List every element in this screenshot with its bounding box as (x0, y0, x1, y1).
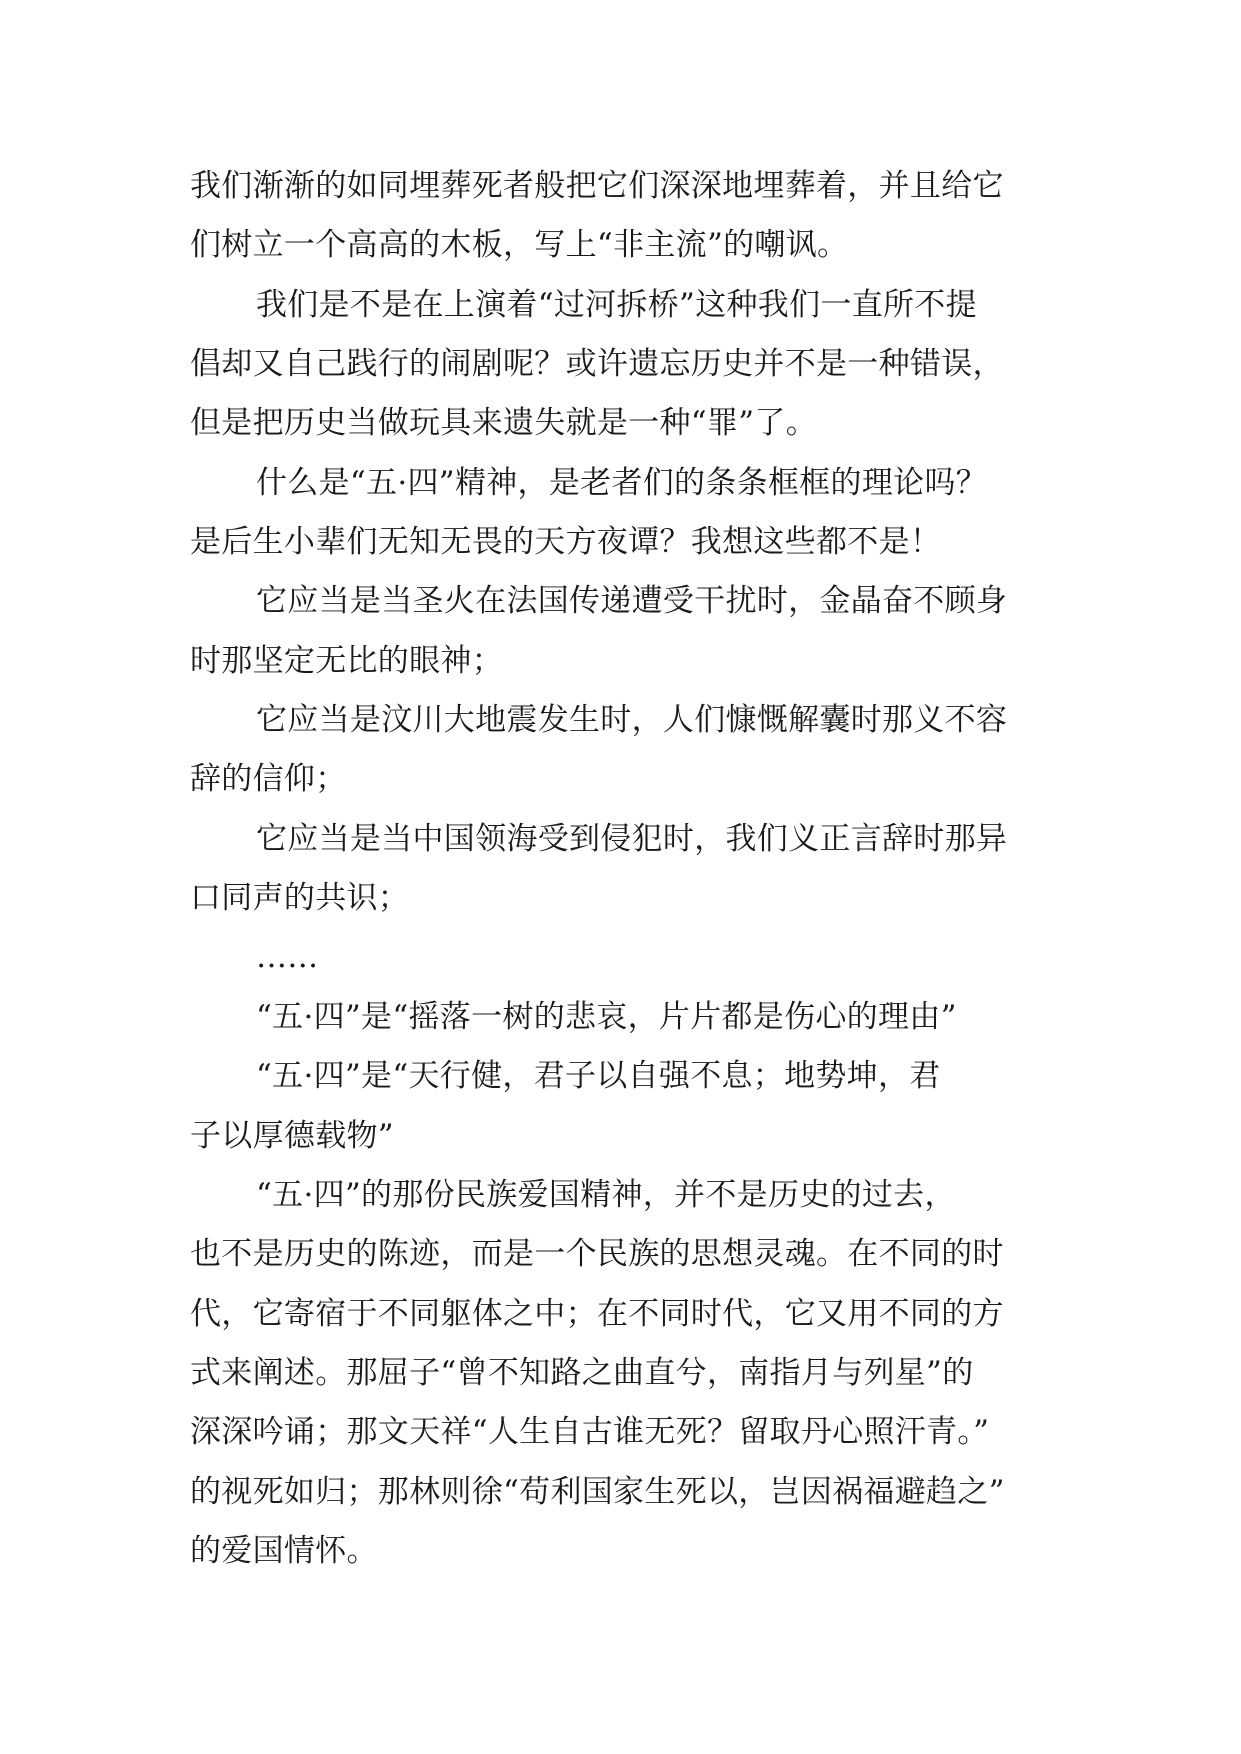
text-line: 什么是“五·四”精神，是老者们的条条框框的理论吗？ (256, 464, 988, 501)
text-line: 口同声的共识； (190, 880, 410, 917)
text-line: 但是把历史当做玩具来遗失就是一种“罪”了。 (190, 405, 817, 442)
text-line: “五·四”是“天行健，君子以自强不息；地势坤，君 (256, 1058, 941, 1095)
text-line: 也不是历史的陈迹，而是一个民族的思想灵魂。在不同的时 (190, 1236, 1004, 1273)
text-line: 代，它寄宿于不同躯体之中；在不同时代，它又用不同的方 (190, 1295, 1004, 1332)
text-line: 的爱国情怀。 (190, 1532, 378, 1569)
text-line: 我们是不是在上演着“过河拆桥”这种我们一直所不提 (256, 286, 977, 323)
text-line: 它应当是汶川大地震发生时，人们慷慨解囊时那义不容 (256, 702, 1008, 739)
text-line: 我们渐渐的如同埋葬死者般把它们深深地埋葬着，并且给它 (190, 168, 1004, 204)
text-line: 式来阐述。那屈子“曾不知路之曲直兮，南指月与列星”的 (190, 1354, 974, 1391)
text-line: 的视死如归；那林则徐“苟利国家生死以，岂因祸福避趋之” (190, 1473, 1005, 1510)
text-line: 是后生小辈们无知无畏的天方夜谭？我想这些都不是！ (190, 524, 942, 561)
text-line: 它应当是当圣火在法国传递遭受干扰时，金晶奋不顾身 (256, 583, 1008, 620)
text-line: 子以厚德载物” (190, 1117, 394, 1154)
text-line: …… (256, 939, 319, 976)
text-line: 深深吟诵；那文天祥“人生自古谁无死？留取丹心照汗青。” (190, 1414, 990, 1451)
text-line: 辞的信仰； (190, 761, 347, 798)
text-line: “五·四”是“摇落一树的悲哀，片片都是伤心的理由” (256, 998, 957, 1035)
text-line: 时那坚定无比的眼神； (190, 642, 503, 679)
text-line: 倡却又自己践行的闹剧呢？或许遗忘历史并不是一种错误， (190, 346, 1004, 383)
text-line: 们树立一个高高的木板，写上“非主流”的嘲讽。 (190, 227, 849, 264)
text-line: 它应当是当中国领海受到侵犯时，我们义正言辞时那异 (256, 820, 1008, 857)
document-body (190, 157, 1070, 1581)
text-line: “五·四”的那份民族爱国精神，并不是历史的过去， (256, 1176, 956, 1213)
